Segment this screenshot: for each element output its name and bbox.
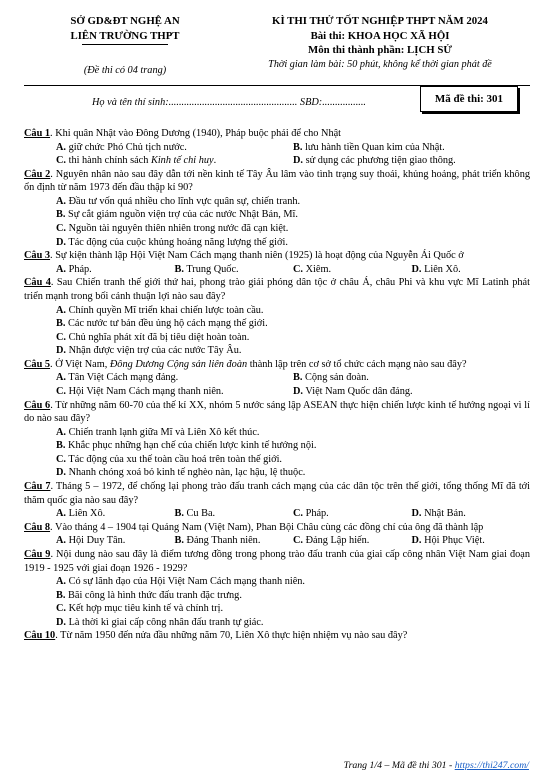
option-letter: D. <box>411 263 422 275</box>
answer-option <box>56 534 175 548</box>
question-text: thành lập trên cơ sở tổ chức cách mạng nào sau đây? <box>247 358 467 370</box>
option-letter: C. <box>56 223 67 235</box>
question-label: Câu 1 <box>24 128 51 139</box>
option-letter: A. <box>56 508 67 520</box>
answer-option <box>293 141 530 155</box>
option-letter: A. <box>56 263 67 275</box>
answer-option <box>412 263 531 277</box>
option-letter: A. <box>56 535 67 547</box>
option-letter: C. <box>293 508 304 520</box>
exam-code-box: Mã đề thi: 301 <box>420 86 518 112</box>
answer-option <box>24 439 530 453</box>
option-text: Bãi công là hình thức đấu tranh đặc trưng. <box>65 589 242 601</box>
option-text: Liên Xô. <box>66 508 106 520</box>
option-text: Nhật Bản. <box>421 508 466 520</box>
question-list <box>24 127 530 643</box>
options-row <box>24 263 530 277</box>
option-letter: D. <box>293 155 304 167</box>
page-footer <box>344 760 529 773</box>
option-letter: A. <box>56 426 67 438</box>
option-text: Nhận được viện trợ của các nước Tây Âu. <box>66 345 242 357</box>
question-text-italic: Đông Dương Cộng sản liên đoàn <box>109 358 248 370</box>
exam-time-note: Thời gian làm bài: 50 phút, không kể thời gian phát đề <box>268 58 492 70</box>
answer-option <box>24 195 530 209</box>
answer-option <box>24 453 530 467</box>
option-letter: D. <box>56 616 67 628</box>
question <box>24 127 530 141</box>
option-text: Hội Việt Nam Cách mạng thanh niên. <box>66 385 224 397</box>
option-letter: C. <box>56 603 67 615</box>
exam-title: KÌ THI THỬ TỐT NGHIỆP THPT NĂM 2024 <box>272 15 488 27</box>
option-text: Hội Phục Việt. <box>421 535 485 547</box>
option-text: Các nước tư bản đều ủng hộ cách mạng thế giới. <box>65 318 268 330</box>
question <box>24 480 530 507</box>
question-text: . Từ năm 1950 đến nửa đầu những năm 70, Liên Xô thực hiện nhiệm vụ nào sau đây? <box>55 630 408 642</box>
option-text: Cu Ba. <box>183 508 216 520</box>
option-text: Là thời kì giai cấp công nhân đấu tranh tự giác. <box>66 616 264 628</box>
option-text: Liên Xô. <box>421 263 461 275</box>
option-letter: C. <box>56 453 67 465</box>
option-text: Hội Duy Tân. <box>66 535 126 547</box>
question-label: Câu 4 <box>24 277 51 289</box>
answer-option <box>293 534 412 548</box>
options-row <box>24 141 530 155</box>
option-text: Chủ nghĩa phát xít đã bị tiêu diệt hoàn toàn. <box>66 331 250 343</box>
answer-option <box>293 154 530 168</box>
option-text: Pháp. <box>303 508 329 520</box>
option-letter: C. <box>56 155 67 167</box>
options-row <box>24 371 530 385</box>
question-label: Câu 9 <box>24 548 51 560</box>
option-letter: C. <box>56 331 67 343</box>
option-letter: B. <box>56 589 66 601</box>
department-name: SỞ GD&ĐT NGHỆ AN <box>70 15 180 27</box>
option-letter: A. <box>56 195 67 207</box>
question <box>24 358 530 372</box>
option-letter: B. <box>56 440 66 452</box>
option-text: Nhanh chóng xoá bỏ kinh tế nghèo nàn, lạc hậu, lệ thuộc. <box>66 467 306 479</box>
options-row <box>24 507 530 521</box>
option-letter: C. <box>293 535 304 547</box>
question-text: . Nguyên nhân nào sau đây dẫn tới nền kinh tế Tây Âu lâm vào tình trạng suy thoái, khủng hoảng, phát triển không ổn định từ năm 1973 đến đầu thập kỉ 90? <box>24 168 530 194</box>
option-text: Nguồn tài nguyên thiên nhiên trong nước đã cạn kiệt. <box>66 223 289 235</box>
answer-option <box>56 263 175 277</box>
option-text: Sự cắt giảm nguồn viện trợ của các nước Nhật Bản, Mĩ. <box>65 209 298 221</box>
question-text: . Khi quân Nhật vào Đông Dương (1940), Pháp buộc phải để cho Nhật <box>50 128 342 139</box>
exam-header <box>225 14 535 71</box>
answer-option <box>24 466 530 480</box>
option-text: Xiêm. <box>303 263 332 275</box>
question-text-pre: . Ở Việt Nam, <box>50 358 110 370</box>
option-letter: A. <box>56 372 67 384</box>
footer-link[interactable]: https://thi247.com/ <box>454 760 529 771</box>
option-letter: B. <box>293 372 303 384</box>
answer-option <box>24 236 530 250</box>
option-text: Tác động của xu thế toàn cầu hoá trên toàn thế giới. <box>66 453 282 465</box>
answer-option <box>24 589 530 603</box>
option-text: Khắc phục những hạn chế của chiến lược kinh tế hướng nội. <box>65 440 317 452</box>
question <box>24 521 530 535</box>
answer-option <box>175 263 294 277</box>
school-name: LIÊN TRƯỜNG THPT <box>70 29 180 42</box>
option-letter: D. <box>56 467 67 479</box>
answer-option <box>24 426 530 440</box>
answer-option <box>24 304 530 318</box>
answer-option <box>24 222 530 236</box>
pages-note: (Đề thi có 04 trang) <box>83 65 167 76</box>
option-letter: D. <box>411 508 422 520</box>
option-letter: D. <box>56 236 67 248</box>
option-text: lưu hành tiền Quan kim của Nhật. <box>302 141 445 153</box>
question-label: Câu 6 <box>24 399 51 411</box>
option-letter: B. <box>293 141 303 153</box>
candidate-info-line: Họ và tên thí sinh:.................................................. SBD:................. <box>92 97 366 108</box>
option-letter: B. <box>56 318 66 330</box>
question <box>24 249 530 263</box>
answer-option <box>175 534 294 548</box>
option-letter: D. <box>411 535 422 547</box>
answer-option <box>293 385 530 399</box>
option-text: Có sự lãnh đạo của Hội Việt Nam Cách mạng thanh niên. <box>66 576 305 588</box>
header-left-underline <box>82 44 168 45</box>
answer-option <box>56 141 293 155</box>
answer-option <box>56 385 293 399</box>
question <box>24 548 530 575</box>
answer-option <box>24 575 530 589</box>
option-text: Pháp. <box>66 263 92 275</box>
answer-option <box>56 371 293 385</box>
option-text: Đảng Lập hiến. <box>303 535 370 547</box>
option-text: Chiến tranh lạnh giữa Mĩ và Liên Xô kết thúc. <box>66 426 260 438</box>
question-text: . Nội dung nào sau đây là điểm tương đồng trong phong trào đấu tranh của giai cấp công nhân Việt Nam giai đoạn 1919 - 1925 với giai đoạn 1926 - 1929? <box>24 548 530 574</box>
question-text: . Sự kiện thành lập Hội Việt Nam Cách mạng thanh niên (1925) là hoạt động của Nguyễn Ái Quốc ở <box>50 250 464 262</box>
answer-option <box>24 331 530 345</box>
option-text-after: . <box>213 155 217 167</box>
answer-option <box>293 263 412 277</box>
option-text: Tân Việt Cách mạng đảng. <box>66 372 179 384</box>
options-row <box>24 154 530 168</box>
option-letter: B. <box>174 535 184 547</box>
question <box>24 629 530 643</box>
answer-option <box>56 507 175 521</box>
option-text: Trung Quốc. <box>183 263 239 275</box>
footer-text: Trang 1/4 – Mã đề thi 301 - <box>343 760 455 771</box>
option-letter: D. <box>56 345 67 357</box>
option-text: sử dụng các phương tiện giao thông. <box>303 155 456 167</box>
option-letter: D. <box>293 385 304 397</box>
answer-option <box>412 534 531 548</box>
question-text: . Tháng 5 – 1972, để chống lại phong trào đấu tranh cách mạng của các dân tộc trên thế giới, tổng thống Mĩ đã tới thăm quốc gia nào sau đây? <box>24 481 530 506</box>
option-text: thi hành chính sách <box>66 155 151 167</box>
question-label: Câu 5 <box>24 358 51 370</box>
question-text: . Sau Chiến tranh thế giới thứ hai, phong trào giải phóng dân tộc ở châu Á, châu Phi và khu vực Mĩ Latinh phát triển mạnh trong bối cảnh thuận lợi nào sau đây? <box>24 277 530 302</box>
exam-subject: Bài thi: KHOA HỌC XÃ HỘI <box>310 29 450 42</box>
option-letter: A. <box>56 141 67 153</box>
question <box>24 276 530 303</box>
option-text: Đầu tư vốn quá nhiều cho lĩnh vực quân sự, chiến tranh. <box>66 195 301 207</box>
school-header <box>40 14 210 43</box>
answer-option <box>293 371 530 385</box>
option-text: Cộng sản đoàn. <box>302 372 369 384</box>
option-letter: A. <box>56 304 67 316</box>
question-label: Câu 7 <box>24 481 51 493</box>
option-text: Đảng Thanh niên. <box>183 535 261 547</box>
option-letter: C. <box>56 385 67 397</box>
option-letter: B. <box>174 508 184 520</box>
exam-component: Môn thi thành phần: LỊCH SỬ <box>308 44 452 57</box>
question-text: . Vào tháng 4 – 1904 tại Quảng Nam (Việt Nam), Phan Bội Châu cùng các đồng chí của ông đã thành lập <box>50 521 484 533</box>
answer-option <box>24 616 530 630</box>
answer-option <box>175 507 294 521</box>
answer-option <box>412 507 531 521</box>
option-letter: B. <box>56 209 66 221</box>
options-row <box>24 385 530 399</box>
answer-option <box>56 154 293 168</box>
question-label: Câu 3 <box>24 250 51 262</box>
question <box>24 399 530 426</box>
question-label: Câu 8 <box>24 521 51 533</box>
option-letter: A. <box>56 576 67 588</box>
option-letter: B. <box>174 263 184 275</box>
option-text: Chính quyền Mĩ triển khai chiến lược toàn cầu. <box>66 304 264 316</box>
question-label: Câu 10 <box>24 630 56 642</box>
answer-option <box>24 317 530 331</box>
option-text: Kết hợp mục tiêu kinh tế và chính trị. <box>66 603 224 615</box>
option-text-italic: Kinh tế chỉ huy <box>150 155 214 167</box>
answer-option <box>24 602 530 616</box>
question-label: Câu 2 <box>24 168 51 180</box>
question <box>24 168 530 195</box>
option-text: Tác động của cuộc khủng hoảng năng lượng thế giới. <box>66 236 288 248</box>
answer-option <box>24 208 530 222</box>
option-letter: C. <box>293 263 304 275</box>
question-text: . Từ những năm 60-70 của thế kỉ XX, nhóm 5 nước sáng lập ASEAN thực hiện chiến lược kinh tế hướng ngoại vì lí do nào sau đây? <box>24 399 530 425</box>
option-text: giữ chức Phó Chủ tịch nước. <box>66 141 187 153</box>
answer-option <box>293 507 412 521</box>
options-row <box>24 534 530 548</box>
answer-option <box>24 344 530 358</box>
option-text: Việt Nam Quốc dân đảng. <box>303 385 413 397</box>
